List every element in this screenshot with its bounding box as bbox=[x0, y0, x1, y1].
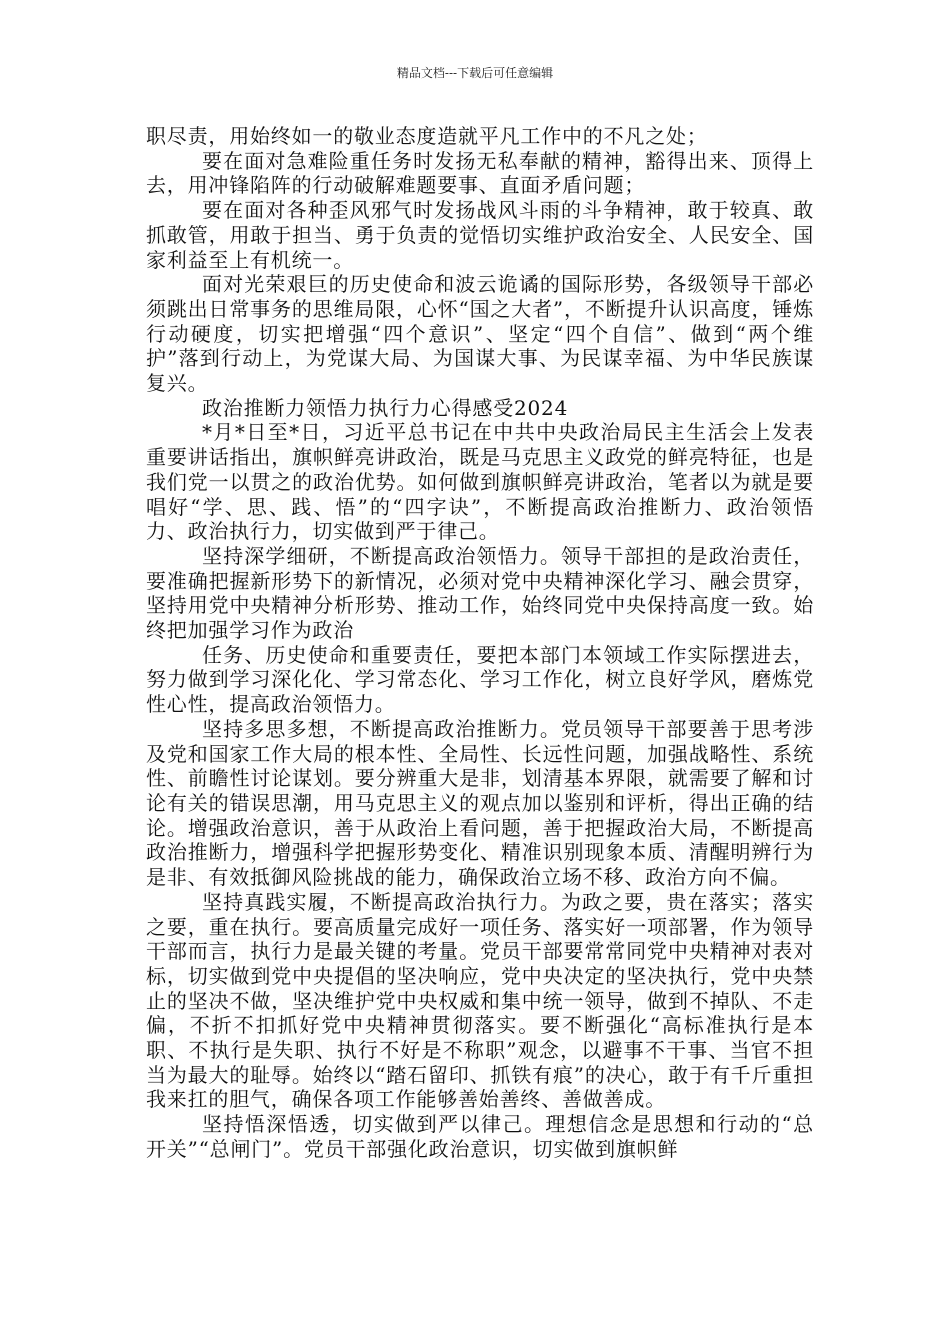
paragraph: 任务、历史使命和重要责任，要把本部门本领域工作实际摆进去，努力做到学习深化化、学习常态化、学习工作化，树立良好学风，磨炼党性心性，提高政治领悟力。 bbox=[146, 642, 814, 717]
paragraph: 坚持深学细研，不断提高政治领悟力。领导干部担的是政治责任，要准确把握新形势下的新情况，必须对党中央精神深化学习、融会贯穿，坚持用党中央精神分析形势、推动工作，始终同党中央保持高度一致。始终把加强学习作为政治 bbox=[146, 543, 814, 643]
paragraph: 要在面对急难险重任务时发扬无私奉献的精神，豁得出来、顶得上去，用冲锋陷阵的行动破解难题要事、直面矛盾问题； bbox=[146, 148, 814, 198]
paragraph: 面对光荣艰巨的历史使命和波云诡谲的国际形势，各级领导干部必须跳出日常事务的思维局限，心怀“国之大者”，不断提升认识高度，锤炼行动硬度，切实把增强“四个意识”、坚定“四个自信”、做到“两个维护”落到行动上，为党谋大局、为国谋大事、为民谋幸福、为中华民族谋复兴。 bbox=[146, 272, 814, 396]
paragraph: *月*日至*日，习近平总书记在中共中央政治局民主生活会上发表重要讲话指出，旗帜鲜亮讲政治，既是马克思主义政党的鲜亮特征，也是我们党一以贯之的政治优势。如何做到旗帜鲜亮讲政治，笔者以为就是要唱好“学、思、践、悟”的“四字诀”，不断提高政治推断力、政治领悟力、政治执行力，切实做到严于律己。 bbox=[146, 420, 814, 544]
paragraph: 坚持真践实履，不断提高政治执行力。为政之要，贵在落实；落实之要，重在执行。要高质量完成好一项任务、落实好一项部署，作为领导干部而言，执行力是最关键的考量。党员干部要常常同党中央精神对表对标，切实做到党中央提倡的坚决响应，党中央决定的坚决执行，党中央禁止的坚决不做，坚决维护党中央权威和集中统一领导，做到不掉队、不走偏，不折不扣抓好党中央精神贯彻落实。要不断强化“高标准执行是本职、不执行是失职、执行不好是不称职”观念，以避事不干事、当官不担当为最大的耻辱。始终以“踏石留印、抓铁有痕”的决心，敢于有千斤重担我来扛的胆气，确保各项工作能够善始善终、善做善成。 bbox=[146, 889, 814, 1112]
paragraph: 坚持悟深悟透，切实做到严以律己。理想信念是思想和行动的“总开关”“总闸门”。党员干部强化政治意识，切实做到旗帜鲜 bbox=[146, 1112, 814, 1161]
paragraph: 职尽责，用始终如一的敬业态度造就平凡工作中的不凡之处； bbox=[146, 124, 708, 148]
page-header: 精品文档---下载后可任意编辑 bbox=[396, 66, 554, 80]
section-title: 政治推断力领悟力执行力心得感受2024 bbox=[202, 395, 569, 420]
paragraph: 坚持多思多想，不断提高政治推断力。党员领导干部要善于思考涉及党和国家工作大局的根本性、全局性、长远性问题，加强战略性、系统性、前瞻性讨论谋划。要分辨重大是非，划清基本界限，就需要了解和讨论有关的错误思潮，用马克思主义的观点加以鉴别和评析，得出正确的结论。增强政治意识，善于从政治上看问题，善于把握政治大局，不断提高政治推断力，增强科学把握形势变化、精准识别现象本质、清醒明辨行为是非、有效抵御风险挑战的能力，确保政治立场不移、政治方向不偏。 bbox=[146, 716, 814, 890]
paragraph: 要在面对各种歪风邪气时发扬战风斗雨的斗争精神，敢于较真、敢抓敢管，用敢于担当、勇于负责的觉悟切实维护政治安全、人民安全、国家利益至上有机统一。 bbox=[146, 198, 814, 272]
document-body bbox=[146, 124, 814, 1162]
